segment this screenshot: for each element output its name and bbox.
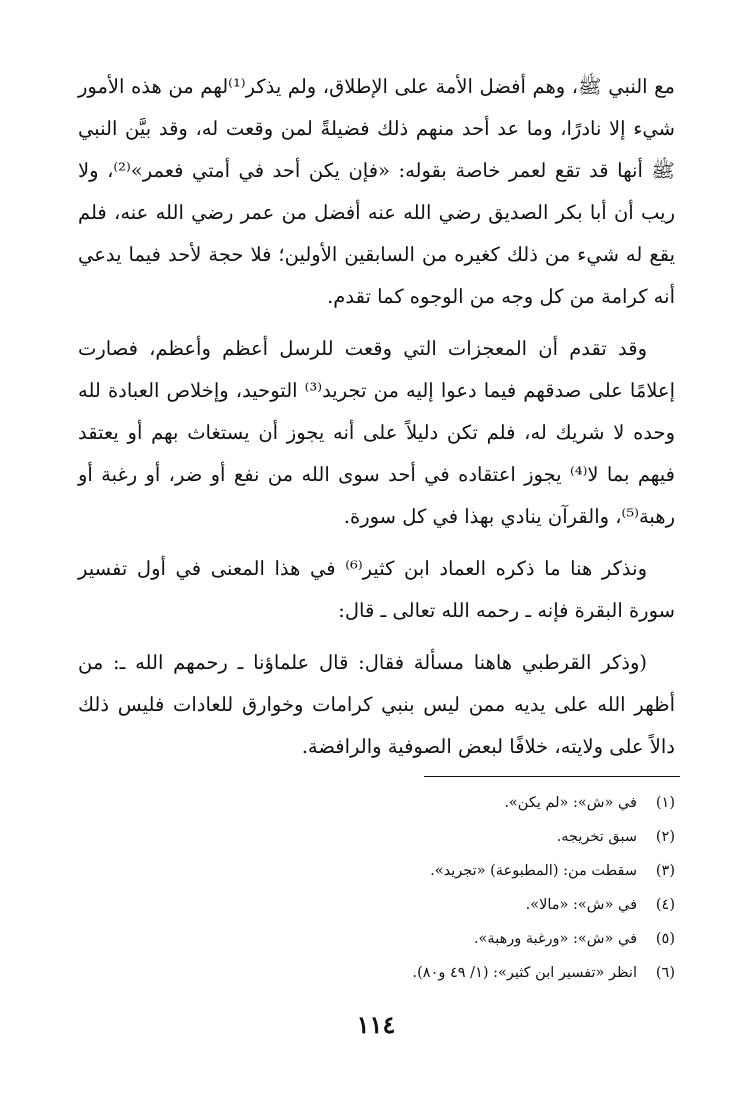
- footnote-2: [255, 820, 675, 854]
- footnote-3: [255, 854, 675, 888]
- footnote-text: سقطت من: (المطبوعة) «تجريد».: [430, 863, 637, 879]
- footnote-text: في «ش»: «ورغبة ورهبة».: [473, 931, 637, 947]
- paragraph-2: وقد تقدم أن المعجزات التي وقعت للرسل أعظم وأعظم، فصارت إعلامًا على صدقهم فيما دعوا إليه من تجريد⁽³⁾ التوحيد، وإخلاص العبادة لله وحده لا شريك له، فلم تكن دليلاً على أنه يجوز أن يستغاث بهم أو يعتقد فيهم بما لا⁽⁴⁾ يجوز اعتقاده في أحد سوى الله من نفع أو ضر، أو رغبة أو رهبة⁽⁵⁾، والقرآن ينادي بهذا في كل سورة.: [78, 337, 676, 528]
- footnote-text: في «ش»: «لم يكن».: [504, 795, 637, 811]
- footnotes: [255, 786, 675, 990]
- footnote-number: (٥): [655, 931, 675, 947]
- paragraph-3: ونذكر هنا ما ذكره العماد ابن كثير⁽⁶⁾ في هذا المعنى في أول تفسير سورة البقرة فإنه ـ رحمه الله تعالى ـ قال:: [78, 557, 675, 622]
- body-text: [78, 66, 675, 778]
- footnote-number: (١): [655, 795, 675, 811]
- paragraph-1: مع النبي ﷺ، وهم أفضل الأمة على الإطلاق، ولم يذكر⁽¹⁾لهم من هذه الأمور شيء إلا نادرًا، وما عد أحد منهم ذلك فضيلةً لمن وقعت له، وقد بيَّن النبي ﷺ أنها قد تقع لعمر خاصة بقوله: «فإن يكن أحد في أمتي فعمر»⁽²⁾، ولا ريب أن أبا بكر الصديق رضي الله عنه أفضل من عمر رضي الله عنه، فلم يقع له شيء من ذلك كغيره من السابقين الأولين؛ فلا حجة لأحد فيما يدعي أنه كرامة من كل وجه من الوجوه كما تقدم.: [78, 75, 675, 308]
- paragraph-4: (وذكر القرطبي هاهنا مسألة فقال: قال علماؤنا ـ رحمهم الله ـ: من أظهر الله على يديه ممن ليس بنبي كرامات وخوارق للعادات فليس ذلك دالاً على ولايته، خلافًا لبعض الصوفية والرافضة.: [78, 651, 675, 758]
- footnote-number: (٤): [655, 897, 675, 913]
- page-number: ١١٤: [356, 1010, 396, 1039]
- footnote-divider: [424, 776, 680, 777]
- footnote-4: [255, 888, 675, 922]
- footnote-text: انظر «تفسير ابن كثير»: (١/ ٤٩ و٨٠).: [412, 965, 637, 981]
- footnote-number: (٣): [655, 863, 675, 879]
- footnote-text: في «ش»: «مالا».: [525, 897, 637, 913]
- footnote-number: (٢): [655, 829, 675, 845]
- footnote-6: [255, 956, 675, 990]
- footnote-5: [255, 922, 675, 956]
- footnote-1: [255, 786, 675, 820]
- footnote-number: (٦): [655, 965, 675, 981]
- footnote-text: سبق تخريجه.: [556, 829, 637, 845]
